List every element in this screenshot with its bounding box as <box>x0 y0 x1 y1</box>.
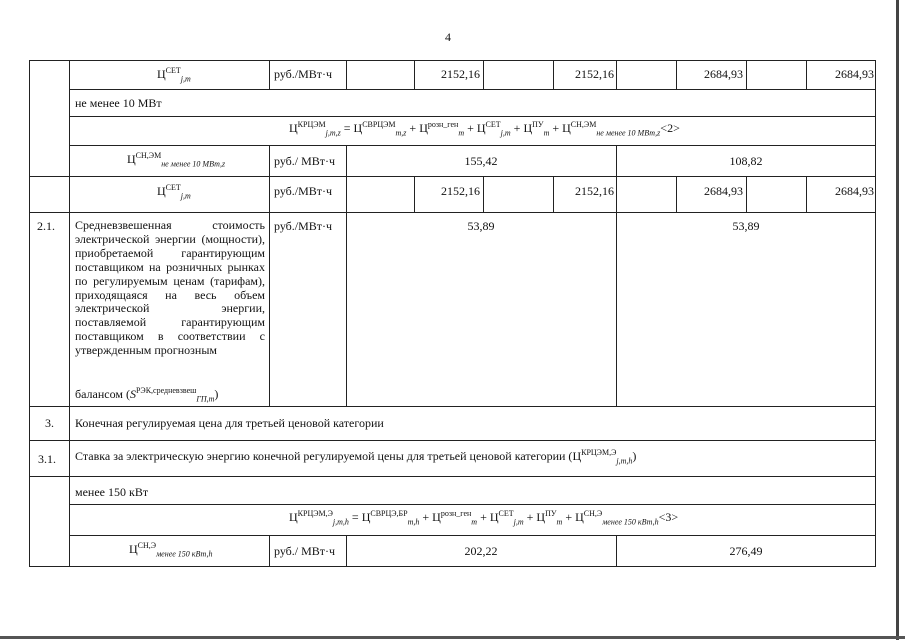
row-rule <box>29 176 876 177</box>
col-rule <box>483 60 484 89</box>
unit-label: руб./МВт·ч <box>274 67 333 81</box>
formula-row-3: $Ц^{КРЦЭМ,Э}_{j,m,h} = Ц^{СВРЦЭ,БР}_{m,h} + Ц^{розн\_ген}_m + Ц^{СЕТ}_{j,m} + Ц^{ПУ}_m + Ц^{СН,Э}_{менее 150 кВт,h}<3>$ <box>289 509 679 527</box>
row-rule <box>69 89 876 90</box>
value-cell: 108,82 <box>729 154 763 168</box>
scan-edge-right <box>896 0 899 640</box>
value-cell: 2152,16 <box>441 67 480 81</box>
row-rule <box>29 440 876 441</box>
value-cell: 155,42 <box>464 154 498 168</box>
row-rule <box>29 212 876 213</box>
row-rule <box>69 504 876 505</box>
value-cell: 2684,93 <box>835 184 874 198</box>
value-cell: 2152,16 <box>441 184 480 198</box>
sales-markup-symbol: $Ц^{СН,Э}_{менее 150 кВт,h}$ <box>129 541 213 559</box>
value-cell: 53,89 <box>732 219 760 233</box>
scan-edge-bottom <box>0 636 905 639</box>
value-cell: 2684,93 <box>704 67 743 81</box>
col-rule <box>616 60 617 89</box>
value-cell: 202,22 <box>464 544 498 558</box>
value-cell: 2684,93 <box>835 67 874 81</box>
unit-label: руб./ МВт·ч <box>274 154 336 168</box>
col-rule <box>483 176 484 212</box>
col-rule <box>269 60 270 89</box>
row-number: 3. <box>45 416 54 430</box>
category-label: не менее 10 МВт <box>75 96 162 110</box>
page-number: 4 <box>445 30 451 44</box>
col-rule <box>346 145 347 406</box>
col-rule <box>746 176 747 212</box>
sales-markup-symbol: $Ц^{СН,ЭМ}_{не менее 10 МВт,z}$ <box>127 151 226 169</box>
row-rule <box>69 145 876 146</box>
value-cell: 2152,16 <box>575 67 614 81</box>
network-rate-symbol: $Ц^{СЕТ}_{j,m}$ <box>157 66 191 84</box>
unit-label: руб./ МВт·ч <box>274 544 336 558</box>
value-cell: 2152,16 <box>575 184 614 198</box>
formula-row-2: $Ц^{КРЦЭМ}_{j,m,z} = Ц^{СВРЦЭМ}_{m,z} + Ц^{розн\_ген}_m + Ц^{СЕТ}_{j,m} + Ц^{ПУ}_m + Ц^{СН,ЭМ}_{не менее 10 МВт,z}<2>$ <box>289 120 680 138</box>
weighted-cost-description: Средневзвешенная стоимость электрической энергии (мощности), приобретаемой гарантирующим поставщиком на розничных рынках по регулируемым ценам (тарифам), приходящаяся на весь объем электрической энергии, поставляемой гарантирующим поставщиком в соответствии с утвержденным прогнозным <box>75 218 265 358</box>
col-rule <box>746 60 747 89</box>
unit-label: руб./МВт·ч <box>274 219 333 233</box>
row-rule <box>29 406 876 407</box>
row-rule <box>29 476 876 477</box>
col-rule <box>269 145 270 406</box>
col-rule <box>69 60 70 567</box>
category-label: менее 150 кВт <box>75 485 149 499</box>
row-rule <box>69 116 876 117</box>
row-rule <box>69 535 876 536</box>
weighted-cost-symbol: балансом $(S^{РЭК,средневзвеш}_{ГП,m})$ <box>75 386 219 404</box>
section-heading: Ставка за электрическую энергию конечной регулируемой цены для третьей ценовой категории $(Ц^{КРЦЭМ,Э}_{j,m,h})$ <box>75 448 637 466</box>
col-rule <box>346 60 347 89</box>
network-rate-symbol: $Ц^{СЕТ}_{j,m}$ <box>157 183 191 201</box>
col-rule <box>616 145 617 406</box>
value-cell: 53,89 <box>467 219 495 233</box>
value-cell: 2684,93 <box>704 184 743 198</box>
value-cell: 276,49 <box>729 544 763 558</box>
unit-label: руб./МВт·ч <box>274 184 333 198</box>
col-rule <box>269 535 270 567</box>
row-number: 2.1. <box>37 219 55 233</box>
section-heading: Конечная регулируемая цена для третьей ценовой категории <box>75 416 384 430</box>
row-number: 3.1. <box>38 452 56 466</box>
